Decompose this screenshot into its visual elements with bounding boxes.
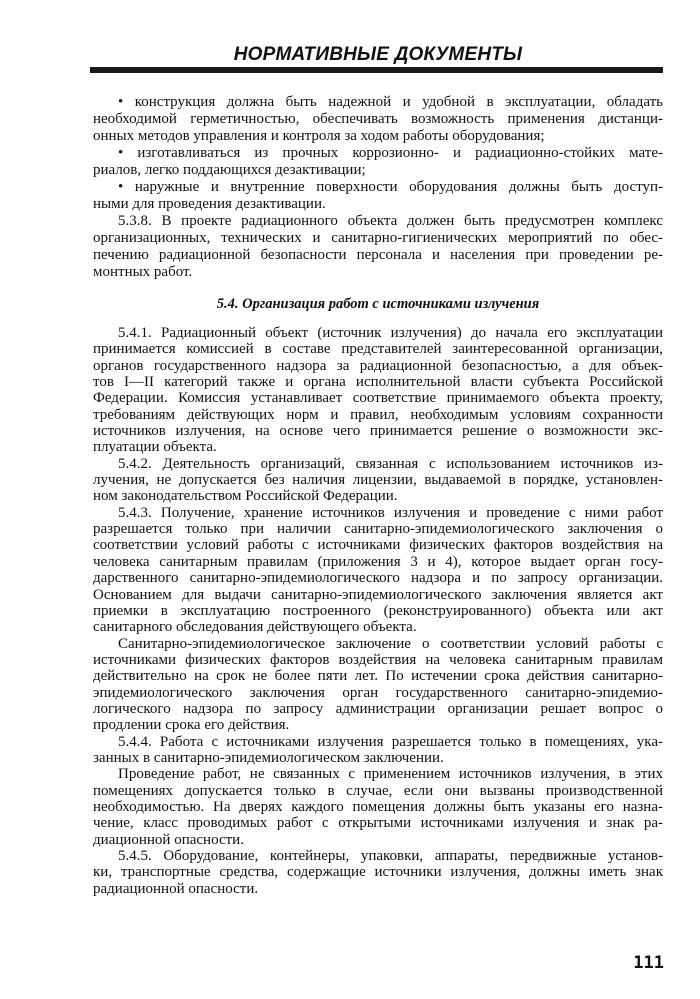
paragraph [93,94,663,145]
text-line: 5.4.4. Работа с источниками излучения разрешается только в помещениях, ука- [118,733,663,750]
paragraph [93,325,663,456]
text-line: человека санитарным правилам (приложения 3 и 4), которое выдает орган госу- [93,553,663,570]
text-line: действительно на срок не более пяти лет. По истечении срока действия санитарно- [93,668,663,685]
text-line: 5.4.5. Оборудование, контейнеры, упаковки, аппараты, передвижные установ- [118,848,663,864]
text-line: Проведение работ, не связанных с применением источников излучения, в этих [118,766,663,783]
header-rule [90,67,663,73]
text-line: организационных, технических и санитарно-гигиенических мероприятий по обес- [93,230,663,246]
text-line: • наружные и внутренние поверхности оборудования должны быть доступ- [118,179,663,195]
paragraph [93,179,663,213]
text-line: ки, транспортные средства, содержащие источники излучения, должны иметь знак [93,864,663,881]
text-line: ном законодательством Российской Федерации. [93,488,398,505]
text-line: 5.4.1. Радиационный объект (источник излучения) до начала его эксплуатации [118,325,663,341]
text-line: чение, класс проводимых работ с открытыми источниками излучения и знак ра- [93,815,663,832]
text-line: ными для проведения дезактивации. [93,196,326,212]
paragraph [93,734,663,767]
text-line: источниками физических факторов воздействия на человека санитарным правилам [93,651,663,668]
text-line: источников излучения, на основе чего принимается решение о возможности экс- [93,423,663,440]
paragraph [93,505,663,636]
text-line: помещениях допускается только в случае, если они вызваны производственной [93,782,663,799]
text-line: Федерации. Комиссия устанавливает соответствие принимаемого объекта проекту, [93,390,663,407]
text-line: монтных работ. [93,264,193,280]
text-line: радиационной опасности. [93,880,259,897]
text-line: эпидемиологического заключения орган государственного санитарно-эпидемио- [93,684,663,701]
text-line: разрешается только при наличии санитарно-эпидемиологического заключения о [93,521,663,538]
text-line: принимается комиссией в составе представителей заинтересованной организации, [93,341,663,358]
paragraph [93,848,663,897]
text-line: онных методов управления и контроля за ходом работы оборудования; [93,128,545,144]
paragraph [93,456,663,505]
text-line: санитарного обследования действующего объекта. [93,619,417,636]
text-line: необходимой герметичностью, обеспечивать возможность применения дистанци- [93,111,663,127]
text-line: печению радиационной безопасности персонала и населения при проведении ре- [93,247,663,263]
text-block-top [93,94,663,281]
running-header: НОРМАТИВНЫЕ ДОКУМЕНТЫ [233,44,523,65]
text-line: тов I—II категорий также и органа исполнительной власти субъекта Российской [93,374,663,391]
text-line: продлении срока его действия. [93,717,290,734]
text-line: приемки в эксплуатацию построенного (реконструированного) объекта или акт [93,602,663,619]
text-line: 5.3.8. В проекте радиационного объекта должен быть предусмотрен комплекс [118,213,663,229]
text-line: необходимостью. На дверях каждого помещения должны быть указаны его назна- [93,798,663,815]
text-line: Основанием для выдачи санитарно-эпидемиологического заключения является акт [93,586,663,603]
text-line: 5.4.3. Получение, хранение источников излучения и проведение с ними работ [118,504,663,521]
paragraph [93,766,663,848]
text-line: занных в санитарно-эпидемиологическом заключении. [93,749,444,766]
text-line: органов государственного надзора за радиационной безопасностью, а для объек- [93,357,663,374]
text-line: плуатации объекта. [93,439,217,456]
text-line: • конструкция должна быть надежной и удобной в эксплуатации, обладать [118,94,663,110]
text-block-main [93,325,663,897]
paragraph [93,636,663,734]
text-line: соответствии условий работы с источниками физических факторов воздействия на [93,537,663,554]
text-line: диационной опасности. [93,831,244,848]
text-line: логического надзора по запросу администрации организации решает вопрос о [93,700,663,717]
text-line: • изготавливаться из прочных коррозионно- и радиационно-стойких мате- [118,145,663,161]
text-line: риалов, легко поддающихся дезактивации; [93,162,366,178]
paragraph [93,213,663,281]
page-number: 111 [633,953,664,973]
text-line: 5.4.2. Деятельность организаций, связанная с использованием источников из- [118,455,663,472]
text-line: требованиям действующих норм и правил, необходимым условиям сохранности [93,406,663,423]
section-heading: 5.4. Организация работ с источниками излучения [216,296,540,312]
paragraph [93,145,663,179]
text-line: Санитарно-эпидемиологическое заключение о соответствии условий работы с [118,635,663,652]
text-line: дарственного санитарно-эпидемиологического надзора и по запросу организации. [93,570,663,587]
text-line: лучения, не допускается без наличия лицензии, выдаваемой в порядке, установлен- [93,472,663,489]
